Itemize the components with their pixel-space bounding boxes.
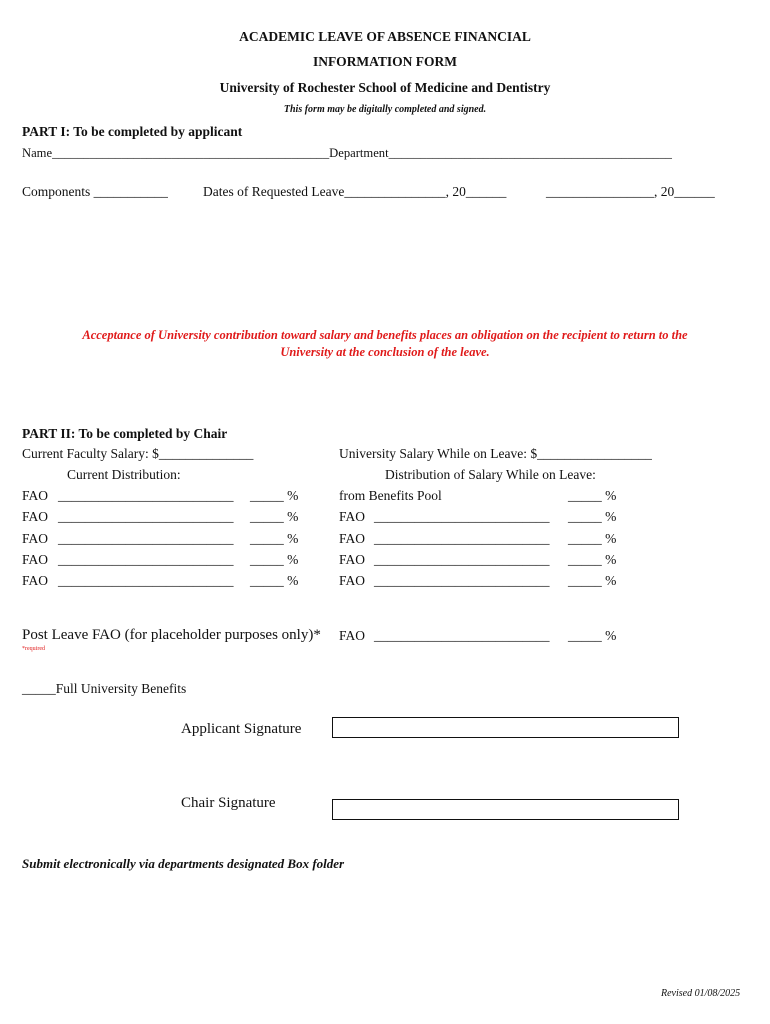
leave-salary-field[interactable]: University Salary While on Leave: $_________________: [339, 446, 652, 461]
fao-percent-input[interactable]: _____ %: [568, 509, 617, 524]
fao-label: FAO: [339, 531, 366, 546]
post-leave-fao-input[interactable]: __________________________: [374, 628, 550, 643]
fao-input[interactable]: __________________________: [58, 509, 234, 524]
fao-label: FAO: [22, 552, 49, 567]
fao-input[interactable]: __________________________: [374, 531, 550, 546]
fao-label: FAO: [22, 509, 49, 524]
fao-input[interactable]: __________________________: [374, 552, 550, 567]
post-leave-percent-input[interactable]: _____ %: [568, 628, 617, 643]
post-leave-fao-prefix: FAO: [339, 628, 366, 643]
applicant-signature-box[interactable]: [332, 717, 679, 738]
current-salary-field[interactable]: Current Faculty Salary: $______________: [22, 446, 254, 461]
name-department-field[interactable]: Name____________________________________________Department_____________________________________________: [22, 146, 672, 160]
form-title-line1: ACADEMIC LEAVE OF ABSENCE FINANCIAL: [239, 29, 531, 44]
fao-percent-input[interactable]: _____ %: [568, 531, 617, 546]
fao-input[interactable]: __________________________: [58, 488, 234, 503]
fao-percent-input[interactable]: _____ %: [568, 573, 617, 588]
fao-input[interactable]: __________________________: [58, 531, 234, 546]
leave-end-date-field[interactable]: ________________, 20______: [546, 184, 715, 199]
fao-percent-input[interactable]: _____ %: [568, 552, 617, 567]
digital-note: This form may be digitally completed and signed.: [283, 104, 487, 115]
fao-input[interactable]: __________________________: [58, 552, 234, 567]
fao-label: FAO: [22, 488, 49, 503]
leave-distribution-label: Distribution of Salary While on Leave:: [385, 467, 596, 482]
fao-input[interactable]: __________________________: [58, 573, 234, 588]
current-distribution-label: Current Distribution:: [67, 467, 181, 482]
fao-percent-input[interactable]: _____ %: [250, 552, 299, 567]
required-note: *required: [22, 646, 45, 652]
fao-input[interactable]: __________________________: [374, 573, 550, 588]
benefits-pool-percent-input[interactable]: _____ %: [568, 488, 617, 503]
leave-start-date-field[interactable]: Dates of Requested Leave_______________, 20______: [203, 184, 507, 199]
form-title-line2: INFORMATION FORM: [312, 54, 458, 69]
chair-signature-label: Chair Signature: [181, 795, 276, 811]
fao-percent-input[interactable]: _____ %: [250, 488, 299, 503]
fao-label: FAO: [22, 573, 49, 588]
part1-heading: PART I: To be completed by applicant: [22, 124, 243, 139]
fao-percent-input[interactable]: _____ %: [250, 509, 299, 524]
applicant-signature-label: Applicant Signature: [181, 721, 302, 737]
fao-input[interactable]: __________________________: [374, 509, 550, 524]
post-leave-fao-label: Post Leave FAO (for placeholder purposes only)*: [22, 627, 321, 643]
part2-heading: PART II: To be completed by Chair: [22, 426, 228, 441]
fao-percent-input[interactable]: _____ %: [250, 531, 299, 546]
revision-date: Revised 01/08/2025: [661, 988, 741, 999]
fao-percent-input[interactable]: _____ %: [250, 573, 299, 588]
full-benefits-field[interactable]: _____Full University Benefits: [22, 681, 187, 696]
institution-name: University of Rochester School of Medicine and Dentistry: [219, 80, 551, 95]
fao-label: FAO: [339, 509, 366, 524]
chair-signature-box[interactable]: [332, 799, 679, 820]
obligation-notice-line1: Acceptance of University contribution toward salary and benefits places an obligation on the recipient to return to the: [82, 328, 688, 342]
components-field[interactable]: Components ___________: [22, 184, 168, 199]
fao-label: FAO: [339, 573, 366, 588]
fao-label: FAO: [22, 531, 49, 546]
obligation-notice-line2: University at the conclusion of the leave.: [280, 345, 490, 359]
benefits-pool-label: from Benefits Pool: [339, 488, 442, 503]
fao-label: FAO: [339, 552, 366, 567]
submit-instructions: Submit electronically via departments designated Box folder: [22, 856, 345, 871]
